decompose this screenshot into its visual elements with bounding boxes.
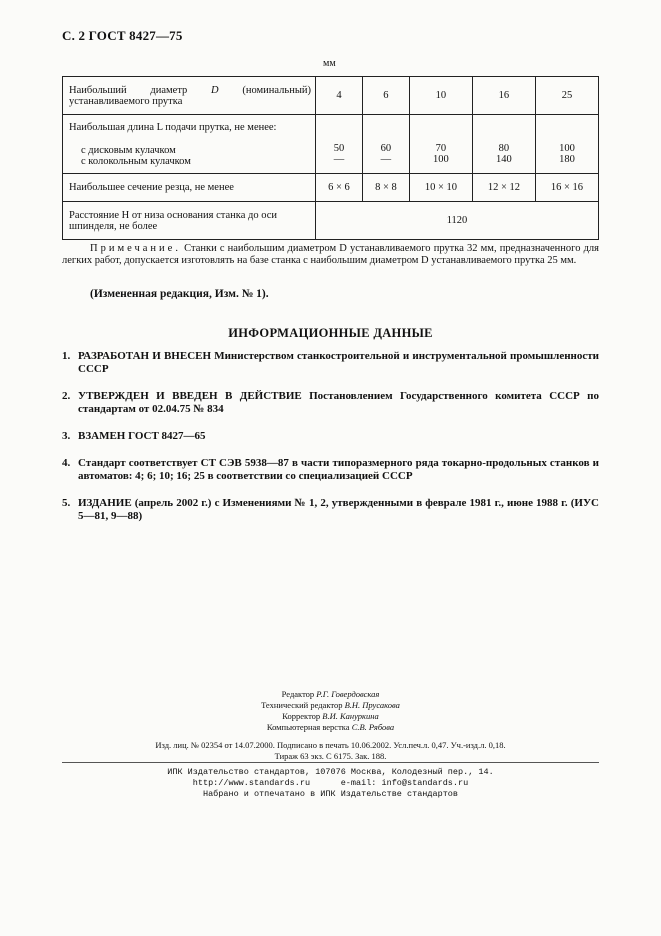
cell: 12 × 12 (472, 174, 535, 202)
cell: 16 × 16 (535, 174, 598, 202)
page-header: С. 2 ГОСТ 8427—75 (62, 28, 183, 43)
cell: 50 — (316, 115, 363, 174)
note-lead: Примечание. (90, 243, 181, 254)
row-label: Наибольшее сечение резца, не менее (63, 174, 316, 202)
cell: 1120 (316, 202, 599, 240)
cell: 100 180 (535, 115, 598, 174)
table-row (63, 174, 599, 202)
cell: 16 (472, 77, 535, 115)
publication-info: Изд. лиц. № 02354 от 14.07.2000. Подписано в печать 10.06.2002. Усл.печ.л. 0,47. Уч.-изд.л. 0,18. Тираж 63 экз. С 6175. Зак. 188. (155, 740, 506, 761)
label-line2: устанавливаемого прутка (69, 95, 183, 107)
label-part: Наибольший (69, 84, 127, 96)
info-title: ИНФОРМАЦИОННЫЕ ДАННЫЕ (228, 326, 433, 340)
cell: 70 100 (409, 115, 472, 174)
label-part: (номинальный) (242, 84, 311, 96)
note-text: Станки с наибольшим диаметром D устанавливаемого прутка 32 мм, предназначенного для легких работ, допускается изготовлять на базе станка с наибольшим диаметром D устанавливаемого прутка 25 мм. (62, 243, 600, 266)
cell: 10 (409, 77, 472, 115)
list-item: 1. РАЗРАБОТАН И ВНЕСЕН Министерством станкостроительной и инструментальной промышленности СССР (62, 350, 599, 375)
label-sub: с колокольным кулачком (81, 155, 191, 167)
divider (62, 762, 599, 763)
list-item: 3. ВЗАМЕН ГОСТ 8427—65 (62, 430, 206, 442)
cell: 10 × 10 (409, 174, 472, 202)
amendment-note: (Измененная редакция, Изм. № 1). (90, 288, 269, 300)
list-item: 2. УТВЕРЖДЕН И ВВЕДЕН В ДЕЙСТВИЕ Постановлением Государственного комитета СССР по стандартам от 02.04.75 № 834 (62, 390, 599, 415)
publisher-info: ИПК Издательство стандартов, 107076 Москва, Колодезный пер., 14. http://www.standards.ru e-mail: info@standards.ru Набрано и отпечатано в ИПК Издательстве стандартов (167, 767, 494, 799)
imprint: Редактор Р.Г. Говердовская Технический редактор В.Н. Прусакова Корректор В.И. Кануркина Компьютерная верстка С.В. Рябова (261, 689, 400, 732)
info-list (62, 350, 599, 523)
row-label (63, 115, 316, 174)
table-unit: мм (323, 58, 336, 69)
label-main: Наибольшая длина L подачи прутка, не менее: (69, 121, 277, 133)
specifications-table (62, 76, 599, 240)
cell: 8 × 8 (362, 174, 409, 202)
row-label (63, 77, 316, 115)
cell: 25 (535, 77, 598, 115)
table-note (62, 243, 599, 267)
cell: 60 — (362, 115, 409, 174)
cell: 6 × 6 (316, 174, 363, 202)
table-row (63, 202, 599, 240)
list-item: 4. Стандарт соответствует СТ СЭВ 5938—87 в части типоразмерного ряда токарно-продольных станков и автоматов: 4; 6; 10; 16; 25 в соответствии со специализацией СССР (62, 457, 599, 482)
label-part: диаметр (150, 84, 188, 96)
label-sub: с дисковым кулачком (81, 144, 176, 156)
cell: 80 140 (472, 115, 535, 174)
cell: 6 (362, 77, 409, 115)
row-label: Расстояние H от низа основания станка до оси шпинделя, не более (63, 202, 316, 240)
cell: 4 (316, 77, 363, 115)
label-part: D (211, 84, 219, 96)
list-item: 5. ИЗДАНИЕ (апрель 2002 г.) с Изменениями № 1, 2, утвержденными в феврале 1981 г., июне 1988 г. (ИУС 5—81, 9—88) (62, 497, 599, 522)
table-row (63, 77, 599, 115)
table-row (63, 115, 599, 174)
